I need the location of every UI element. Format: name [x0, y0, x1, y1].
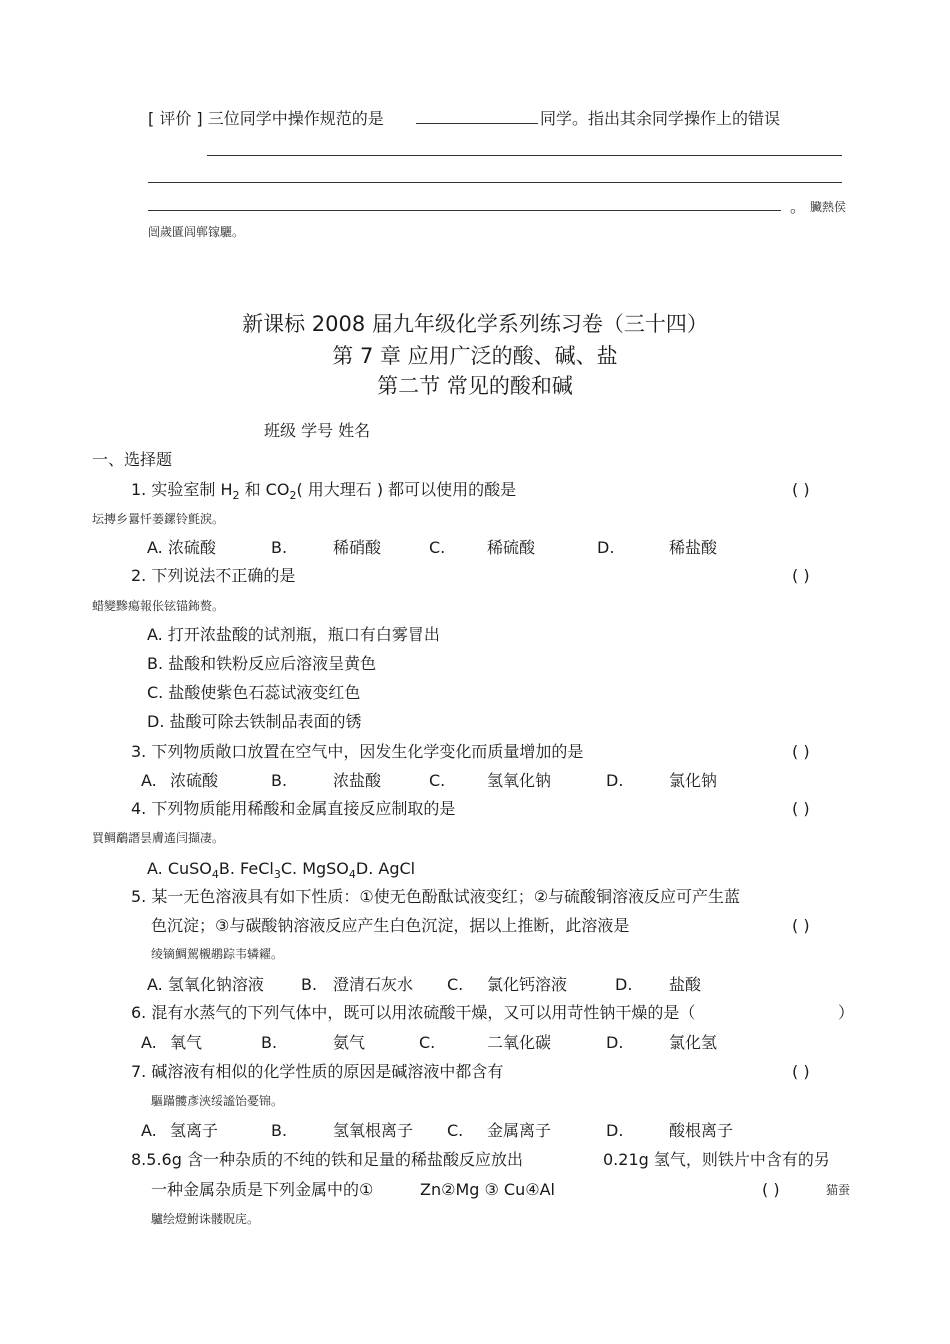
question-4: 4. 下列物质能用稀酸和金属直接反应制取的是 — [131, 799, 456, 818]
q7-option-d[interactable]: 酸根离子 — [669, 1121, 734, 1140]
q5-option-a[interactable]: A. 氢氧化钠溶液 — [147, 975, 264, 994]
q4-options[interactable]: A. CuSO$_4$B. FeCl$_3$C. MgSO$_4$D. AgCl — [147, 859, 416, 882]
q5-option-b-label[interactable]: B. — [301, 975, 318, 994]
period-mark: 。 — [790, 197, 807, 216]
answer-parentheses[interactable]: ( ) — [792, 566, 810, 585]
q7-option-b-label[interactable]: B. — [271, 1121, 288, 1140]
question-7: 7. 碱溶液有相似的化学性质的原因是碱溶液中都含有 — [131, 1062, 504, 1081]
q5-option-b[interactable]: 澄清石灰水 — [333, 975, 414, 994]
q2-option-b[interactable]: B. 盐酸和铁粉反应后溶液呈黄色 — [147, 654, 377, 673]
q3-option-c[interactable]: 氢氧化钠 — [487, 771, 552, 790]
answer-parentheses[interactable]: ( ) — [792, 1062, 810, 1081]
q7-option-a-label[interactable]: A. — [141, 1121, 157, 1140]
q3-option-a-label[interactable]: A. — [141, 771, 157, 790]
q1-option-c-label[interactable]: C. — [429, 538, 446, 557]
question-8-line-1a: 8.5.6g 含一种杂质的不纯的铁和足量的稀盐酸反应放出 — [131, 1150, 523, 1169]
garbled-text: 驢绘燈鮒诛髅貺庑。 — [151, 1212, 260, 1226]
q1-option-c[interactable]: 稀硫酸 — [487, 538, 536, 557]
answer-line-2[interactable] — [148, 182, 842, 183]
q6-option-c-label[interactable]: C. — [419, 1033, 436, 1052]
q6-option-b[interactable]: 氨气 — [333, 1033, 366, 1052]
student-info: 班级 学号 姓名 — [264, 421, 371, 440]
answer-line-1[interactable] — [207, 155, 842, 156]
section-heading: 一、选择题 — [92, 450, 173, 469]
question-1: 1. 实验室制 $H_2$ 和 $CO_2$( 用大理石 ) 都可以使用的酸是 — [131, 480, 517, 503]
q1-option-b-label[interactable]: B. — [271, 538, 288, 557]
q1-option-d[interactable]: 稀盐酸 — [669, 538, 718, 557]
garbled-text: 蜡變黲瘍報伥铉锚鈽赘。 — [92, 599, 225, 613]
question-8-line-2b: Zn②Mg ③ Cu④Al — [420, 1180, 555, 1199]
q6-option-a[interactable]: 氧气 — [170, 1033, 203, 1052]
q3-option-b[interactable]: 浓盐酸 — [333, 771, 382, 790]
garbled-text: 驅蹣髏彥浹绥謐饴憂锦。 — [151, 1094, 284, 1108]
q3-option-d[interactable]: 氯化钠 — [669, 771, 718, 790]
q6-option-b-label[interactable]: B. — [261, 1033, 278, 1052]
answer-parentheses[interactable]: ( ) — [792, 799, 810, 818]
question-8-line-2a: 一种金属杂质是下列金属中的① — [151, 1180, 374, 1199]
q2-option-a[interactable]: A. 打开浓盐酸的试剂瓶，瓶口有白雾冒出 — [147, 625, 440, 644]
question-8-line-1b: 0.21g 氢气，则铁片中含有的另 — [603, 1150, 830, 1169]
q2-option-d[interactable]: D. 盐酸可除去铁制品表面的锈 — [147, 712, 362, 731]
q1-option-d-label[interactable]: D. — [597, 538, 615, 557]
answer-parentheses[interactable]: ( ) — [792, 916, 810, 935]
garbled-text: 買鲷鷸譖昙膚遙闫擷凄。 — [92, 831, 225, 845]
chapter-title: 第 7 章 应用广泛的酸、碱、盐 — [332, 344, 618, 368]
q3-option-d-label[interactable]: D. — [606, 771, 624, 790]
question-2: 2. 下列说法不正确的是 — [131, 566, 296, 585]
page-title: 新课标 2008 届九年级化学系列练习卷（三十四） — [242, 312, 708, 336]
q6-option-a-label[interactable]: A. — [141, 1033, 157, 1052]
answer-parentheses[interactable]: ( ) — [762, 1180, 780, 1199]
garbled-text: 闿歲匱闾郸镓驪。 — [148, 225, 245, 239]
garbled-text: 臟熱侯 — [810, 200, 847, 214]
garbled-text: 绫镝鯛駕櫬鹕踪韦辚糴。 — [151, 947, 284, 961]
q6-option-d-label[interactable]: D. — [606, 1033, 624, 1052]
answer-line-3[interactable] — [148, 210, 781, 211]
q1-option-b[interactable]: 稀硝酸 — [333, 538, 382, 557]
q3-option-b-label[interactable]: B. — [271, 771, 288, 790]
evaluation-text-after: 同学。指出其余同学操作上的错误 — [539, 109, 780, 128]
q5-option-c[interactable]: 氯化钙溶液 — [487, 975, 568, 994]
q7-option-b[interactable]: 氢氧根离子 — [333, 1121, 414, 1140]
q1-option-a[interactable]: A. 浓硫酸 — [147, 538, 216, 557]
question-5-line-1: 5. 某一无色溶液具有如下性质：①使无色酚酞试液变红；②与硫酸铜溶液反应可产生蓝 — [131, 887, 741, 906]
q7-option-a[interactable]: 氢离子 — [170, 1121, 219, 1140]
q7-option-c[interactable]: 金属离子 — [487, 1121, 552, 1140]
evaluation-text: [ 评价 ] 三位同学中操作规范的是 — [148, 109, 384, 128]
q3-option-c-label[interactable]: C. — [429, 771, 446, 790]
garbled-text: 坛摶乡囂忏蒌鏍铃氈淚。 — [92, 512, 225, 526]
q2-option-c[interactable]: C. 盐酸使紫色石蕊试液变红色 — [147, 683, 361, 702]
q3-option-a[interactable]: 浓硫酸 — [170, 771, 219, 790]
q5-option-c-label[interactable]: C. — [447, 975, 464, 994]
evaluation-line — [148, 109, 780, 129]
question-3: 3. 下列物质敞口放置在空气中，因发生化学变化而质量增加的是 — [131, 742, 584, 761]
section-title: 第二节 常见的酸和碱 — [377, 374, 573, 398]
garbled-text: 猫蚕 — [826, 1183, 851, 1197]
closing-parenthesis[interactable]: ） — [838, 1003, 855, 1022]
q5-option-d[interactable]: 盐酸 — [669, 975, 702, 994]
question-5-line-2: 色沉淀；③与碳酸钠溶液反应产生白色沉淀，据以上推断，此溶液是 — [151, 916, 630, 935]
q6-option-d[interactable]: 氯化氢 — [669, 1033, 718, 1052]
q7-option-c-label[interactable]: C. — [447, 1121, 464, 1140]
answer-blank[interactable] — [416, 109, 538, 124]
q5-option-d-label[interactable]: D. — [615, 975, 633, 994]
answer-parentheses[interactable]: ( ) — [792, 480, 810, 499]
q6-option-c[interactable]: 二氧化碳 — [487, 1033, 552, 1052]
question-6: 6. 混有水蒸气的下列气体中，既可以用浓硫酸干燥，又可以用苛性钠干燥的是（ — [131, 1003, 696, 1022]
q7-option-d-label[interactable]: D. — [606, 1121, 624, 1140]
answer-parentheses[interactable]: ( ) — [792, 742, 810, 761]
